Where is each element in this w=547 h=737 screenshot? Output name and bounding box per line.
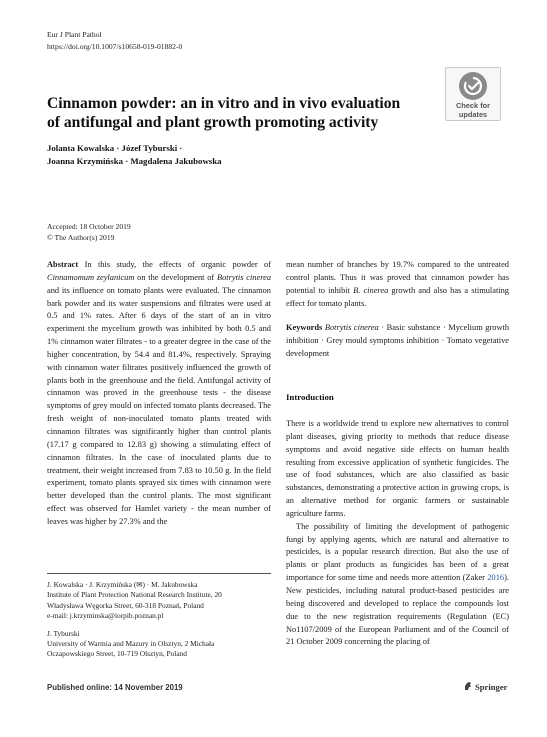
abstract-continued (286, 259, 509, 361)
article-dates (47, 221, 131, 243)
check-for-updates-icon (459, 72, 487, 100)
affiliation-address: Władysława Węgorka Street, 60-318 Poznań, Poland (47, 600, 204, 610)
abstract-block (47, 259, 271, 529)
keyword-italic: Botrytis cinerea (324, 323, 379, 333)
abstract-text-3: and its influence on tomato plants were evaluated. The cinnamon bark powder and its water suspensions and filtrates were used at 0.5 and 1% rates. After 6 days of the start of an in vitro experiment the mycelium growth was inhibited by both 0.5 and 1% cinnamon water filtrates - to a greater degree in the case of the higher concentration, by 54.4 and 81.4%, respectively. Spraying with cinnamon water filtrates positively influenced the growth of plants both in the greenhouse and the field. Antifungal activity of cinnamon was proved in the greenhouse tests - the disease symptoms of grey mould on infected tomato plants decreased. The fresh weight of non-inoculated tomato plants treated with cinnamon filtrates was significantly higher than control plants (17.17 g compared to 12.83 g) showing a stimulating effect of cinnamon filtrates. In the case of inoculated plants due to treatment, their weight increased from 7.83 to 10.50 g. In the field experiment, tomato plants sprayed six times with cinnamon were better developed than the control plants. The most significant effect was observed for Hamlet variety - the mean number of leaves was higher by 27.3% and the (47, 285, 271, 526)
intro-paragraph-2 (286, 521, 509, 649)
affiliation-divider (47, 573, 271, 574)
abstract-text-1: In this study, the effects of organic powder of (84, 260, 272, 269)
affiliation-names: J. Kowalska · J. Krzymińska (✉) · M. Jakubowska (47, 580, 198, 589)
affiliation-email[interactable]: e-mail: j.krzyminska@iorpib.poznan.pl (47, 611, 164, 621)
citation-link[interactable]: 2016 (487, 573, 505, 583)
published-online: Published online: 14 November 2019 (47, 683, 183, 692)
keywords-block (286, 322, 509, 361)
doi-link[interactable]: https://doi.org/10.1007/s10658-019-01882-0 (47, 42, 183, 51)
intro-text: ). New pesticides, including natural product-based pesticides are being discovered and developed to replace the compounds lost due to the new registration requirements (Regulation (EC) No1107/2009 of the European Parliament and of the Council of 21 October 2009 concerning the placing of (286, 573, 509, 647)
affiliation-names: J. Tyburski (47, 628, 80, 638)
journal-name: Eur J Plant Pathol (47, 30, 102, 39)
check-for-updates-badge[interactable] (445, 67, 501, 121)
copyright-notice: © The Author(s) 2019 (47, 233, 115, 242)
paper-title (47, 95, 417, 132)
keywords-rest: · Basic substance · Mycelium growth inhibition · Grey mould symptoms inhibition · Tomato vegetative development (286, 323, 509, 359)
journal-header (47, 29, 182, 53)
title-line1: Cinnamon powder: an in vitro and in vivo evaluation (47, 95, 401, 112)
introduction-body (286, 418, 509, 649)
publisher-logo (463, 681, 507, 692)
affiliations (47, 580, 271, 660)
title-line2: of antifungal and plant growth promoting activity (47, 113, 379, 131)
abstract-text-2: on the development of (137, 272, 215, 282)
author-list (47, 142, 222, 168)
intro-text: The possibility of limiting the development of pathogenic fungi by applying agents, which are natural and alternative to pesticides, is a popular research direction. But also the use of plants or plant products as fungicides has been of a great importance for some time and needs more attention (Zaker (286, 521, 509, 583)
abstract-text-5: growth and also has a stimulating effect for tomato plants. (286, 285, 509, 308)
badge-line2: updates (458, 109, 488, 119)
intro-paragraph-1: There is a worldwide trend to explore new alternatives to control plant diseases, giving priority to methods that reduce disease symptoms and avoid negative side effects on human health resulting from excessive application of synthetic fungicides. The use of food substances, which are also classified as basic substances, demonstrating a protective action in growing crops, is an alternative method for organic farmers or sustainable agriculture farms. (286, 419, 509, 518)
affiliation-address: Oczapowskiego Street, 10-719 Olsztyn, Poland (47, 649, 187, 659)
introduction-heading: Introduction (286, 392, 334, 402)
species-name: Cinnamomum zeylanicum (47, 272, 135, 282)
species-name: Botrytis cinerea (216, 272, 272, 282)
publisher-name: Springer (475, 682, 508, 692)
affiliation-institute: University of Warmia and Mazury in Olsztyn, 2 Michała (47, 639, 215, 649)
badge-line1: Check for (455, 101, 491, 110)
accepted-date: Accepted: 18 October 2019 (47, 222, 131, 231)
affiliation-institute: Institute of Plant Protection National Research Institute, 20 (47, 590, 222, 600)
springer-horse-icon (463, 681, 473, 691)
abstract-label: Abstract (47, 260, 79, 269)
species-name: B. cinerea (353, 285, 389, 295)
authors-line1: Jolanta Kowalska · Józef Tyburski · (47, 143, 183, 153)
authors-line2: Joanna Krzymińska · Magdalena Jakubowska (47, 156, 222, 166)
keywords-label: Keywords (286, 323, 323, 333)
abstract-text-4: mean number of branches by 19.7% compared to the untreated control plants. Thus it was proved that cinnamon powder has potential to inhibit (286, 260, 509, 295)
